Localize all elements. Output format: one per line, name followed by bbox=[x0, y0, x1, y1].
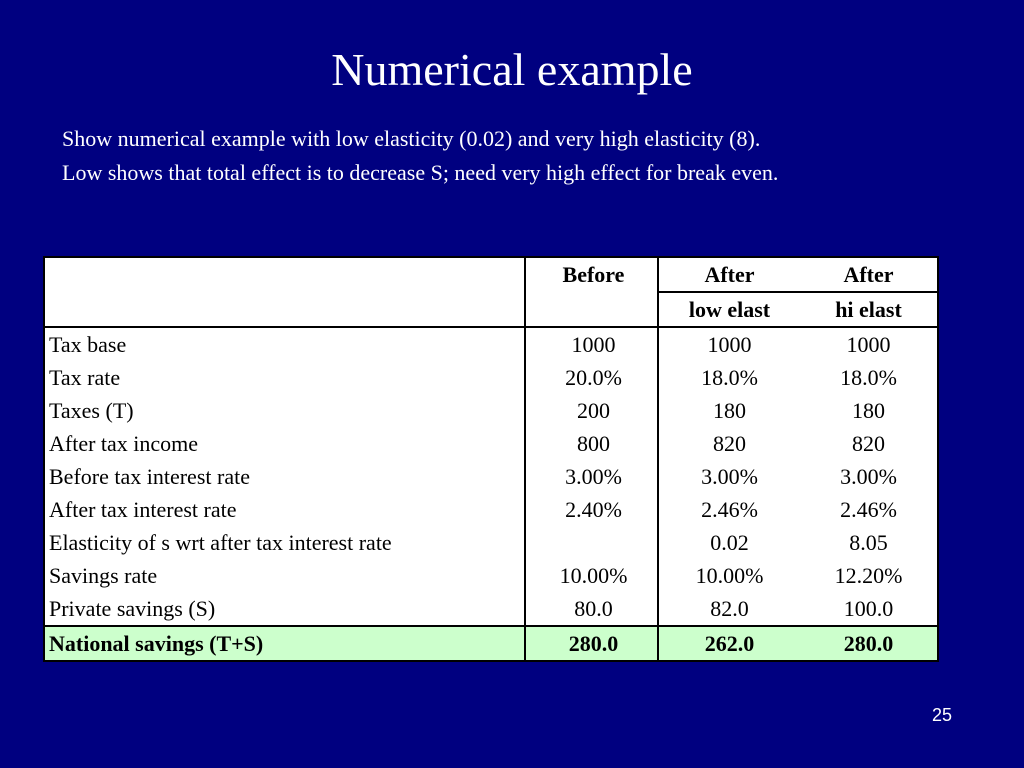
cell-after-low: 820 bbox=[713, 431, 746, 456]
row-label: Elasticity of s wrt after tax interest rate bbox=[45, 526, 525, 559]
table-row bbox=[45, 592, 937, 626]
cell-after-hi: 12.20% bbox=[834, 563, 903, 588]
row-label: Tax base bbox=[45, 327, 525, 361]
total-after-hi: 280.0 bbox=[796, 626, 937, 660]
cell-after-hi: 180 bbox=[852, 398, 885, 423]
row-label: Tax rate bbox=[45, 361, 525, 394]
row-label: Savings rate bbox=[45, 559, 525, 592]
page-number: 25 bbox=[932, 705, 953, 725]
subtitle-line: Show numerical example with low elasticity (0.02) and very high elasticity (8). bbox=[62, 126, 761, 151]
table-row bbox=[45, 327, 937, 361]
header-row bbox=[45, 258, 937, 292]
header-blank-cell bbox=[45, 258, 525, 327]
total-before: 280.0 bbox=[525, 626, 658, 660]
cell-before: 3.00% bbox=[525, 460, 658, 493]
cell-after-low: 180 bbox=[713, 398, 746, 423]
total-after-low: 262.0 bbox=[658, 626, 796, 660]
cell-after-hi: 3.00% bbox=[840, 464, 897, 489]
cell-after-hi: 1000 bbox=[846, 332, 891, 357]
cell-before: 10.00% bbox=[525, 559, 658, 592]
header-after-hi: After bbox=[843, 262, 894, 287]
header-hi-elast: hi elast bbox=[796, 292, 937, 327]
table-row bbox=[45, 526, 937, 559]
table-row bbox=[45, 361, 937, 394]
table-row bbox=[45, 427, 937, 460]
row-label: Taxes (T) bbox=[45, 394, 525, 427]
table-row bbox=[45, 460, 937, 493]
cell-after-hi: 100.0 bbox=[843, 596, 894, 621]
row-label: After tax income bbox=[45, 427, 525, 460]
row-label: Before tax interest rate bbox=[45, 460, 525, 493]
row-label: Private savings (S) bbox=[45, 592, 525, 626]
cell-before: 2.40% bbox=[525, 493, 658, 526]
subtitle-line: Low shows that total effect is to decrease S; need very high effect for break even. bbox=[62, 160, 779, 185]
total-row bbox=[45, 626, 937, 660]
cell-after-low: 82.0 bbox=[710, 596, 749, 621]
cell-after-hi: 18.0% bbox=[840, 365, 897, 390]
numerical-example-table bbox=[43, 256, 939, 662]
header-low-elast: low elast bbox=[658, 292, 796, 327]
table-row bbox=[45, 394, 937, 427]
table-row bbox=[45, 559, 937, 592]
slide-title: Numerical example bbox=[331, 44, 693, 95]
cell-before: 20.0% bbox=[525, 361, 658, 394]
cell-before: 1000 bbox=[525, 327, 658, 361]
table-row bbox=[45, 493, 937, 526]
cell-before bbox=[525, 526, 658, 559]
cell-after-hi: 2.46% bbox=[840, 497, 897, 522]
cell-after-low: 0.02 bbox=[710, 530, 749, 555]
header-after-low: After bbox=[704, 262, 755, 287]
cell-after-low: 10.00% bbox=[695, 563, 764, 588]
cell-before: 800 bbox=[525, 427, 658, 460]
cell-before: 80.0 bbox=[525, 592, 658, 626]
cell-after-low: 1000 bbox=[707, 332, 752, 357]
cell-after-low: 2.46% bbox=[701, 497, 758, 522]
slide-subtitle bbox=[62, 122, 1002, 190]
cell-before: 200 bbox=[525, 394, 658, 427]
cell-after-hi: 8.05 bbox=[849, 530, 888, 555]
cell-after-low: 18.0% bbox=[701, 365, 758, 390]
cell-after-hi: 820 bbox=[852, 431, 885, 456]
header-before: Before bbox=[525, 258, 658, 327]
total-row-label: National savings (T+S) bbox=[45, 626, 525, 660]
data-table bbox=[45, 258, 937, 660]
row-label: After tax interest rate bbox=[45, 493, 525, 526]
cell-after-low: 3.00% bbox=[701, 464, 758, 489]
